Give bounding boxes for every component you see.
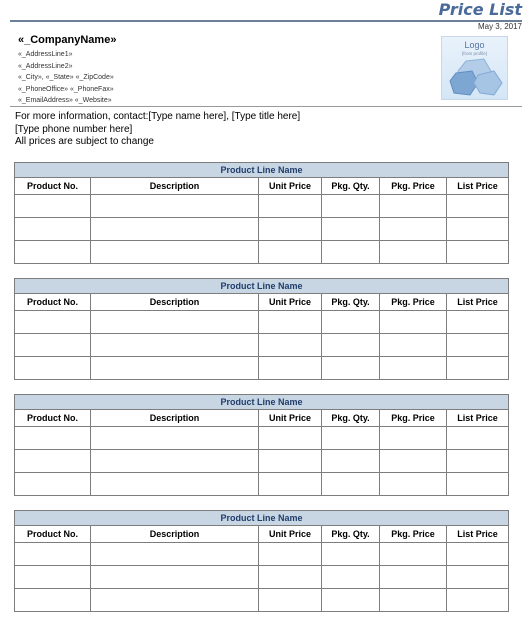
price-table-4 (14, 510, 509, 612)
table-cell[interactable] (259, 427, 322, 450)
table-cell[interactable] (380, 218, 447, 241)
table-cell[interactable] (447, 450, 509, 473)
table-cell[interactable] (91, 311, 259, 334)
table-cell[interactable] (322, 427, 380, 450)
table-cell[interactable] (15, 357, 91, 380)
product-line-name[interactable]: Product Line Name (15, 511, 509, 526)
table-cell[interactable] (447, 311, 509, 334)
table-cell[interactable] (91, 427, 259, 450)
col-description: Description (91, 294, 259, 311)
contact-line: For more information, contact:[Type name here], [Type title here] (15, 111, 301, 122)
table-cell[interactable] (380, 427, 447, 450)
col-pkg-qty: Pkg. Qty. (322, 294, 380, 311)
phone-line: [Type phone number here] (15, 123, 133, 135)
table-row (15, 427, 509, 450)
table-cell[interactable] (380, 543, 447, 566)
col-list-price: List Price (447, 294, 509, 311)
col-description: Description (91, 178, 259, 195)
table-cell[interactable] (91, 334, 259, 357)
logo-sublabel: (from profile) (461, 51, 488, 56)
logo-placeholder[interactable] (441, 36, 508, 100)
company-name: «_CompanyName» (18, 34, 117, 46)
col-product-no: Product No. (15, 410, 91, 427)
table-cell[interactable] (259, 334, 322, 357)
table-cell[interactable] (322, 334, 380, 357)
col-product-no: Product No. (15, 526, 91, 543)
col-pkg-qty: Pkg. Qty. (322, 178, 380, 195)
table-row (15, 241, 509, 264)
table-row (15, 450, 509, 473)
col-pkg-price: Pkg. Price (380, 526, 447, 543)
table-cell[interactable] (322, 195, 380, 218)
page-title: Price List (438, 0, 522, 19)
document-date: May 3, 2017 (477, 22, 522, 31)
table-cell[interactable] (322, 473, 380, 496)
col-unit-price: Unit Price (259, 526, 322, 543)
col-pkg-price: Pkg. Price (380, 294, 447, 311)
table-cell[interactable] (259, 241, 322, 264)
table-cell[interactable] (259, 450, 322, 473)
table-cell[interactable] (91, 357, 259, 380)
table-cell[interactable] (322, 241, 380, 264)
table-cell[interactable] (380, 311, 447, 334)
col-pkg-price: Pkg. Price (380, 410, 447, 427)
table-cell[interactable] (259, 473, 322, 496)
table-cell[interactable] (447, 427, 509, 450)
table-cell[interactable] (380, 473, 447, 496)
table-cell[interactable] (380, 357, 447, 380)
title-divider (10, 20, 522, 22)
company-info (18, 34, 116, 107)
table-row (15, 566, 509, 589)
city-state-zip: «_City», «_State» «_ZipCode» (18, 74, 114, 81)
table-cell[interactable] (91, 566, 259, 589)
table-cell[interactable] (91, 543, 259, 566)
contact-info (15, 111, 300, 149)
table-cell[interactable] (322, 311, 380, 334)
table-cell[interactable] (91, 195, 259, 218)
table-cell[interactable] (447, 589, 509, 612)
table-cell[interactable] (259, 357, 322, 380)
col-description: Description (91, 410, 259, 427)
table-row (15, 357, 509, 380)
table-cell[interactable] (15, 589, 91, 612)
table-cell[interactable] (259, 589, 322, 612)
table-cell[interactable] (259, 566, 322, 589)
table-cell[interactable] (15, 334, 91, 357)
col-product-no: Product No. (15, 294, 91, 311)
col-unit-price: Unit Price (259, 294, 322, 311)
address-line-2: «_AddressLine2» (18, 62, 73, 70)
table-cell[interactable] (447, 357, 509, 380)
table-cell[interactable] (15, 450, 91, 473)
col-pkg-price: Pkg. Price (380, 178, 447, 195)
table-cell[interactable] (15, 311, 91, 334)
table-row (15, 543, 509, 566)
table-cell[interactable] (447, 218, 509, 241)
table-cell[interactable] (380, 334, 447, 357)
logo-label: Logo (464, 40, 485, 50)
table-cell[interactable] (91, 589, 259, 612)
table-cell[interactable] (447, 543, 509, 566)
table-cell[interactable] (380, 589, 447, 612)
price-table-3 (14, 394, 509, 496)
email-website: «_EmailAddress» «_Website» (18, 97, 112, 104)
col-pkg-qty: Pkg. Qty. (322, 410, 380, 427)
col-list-price: List Price (447, 178, 509, 195)
table-cell[interactable] (15, 241, 91, 264)
table-row (15, 473, 509, 496)
table-cell[interactable] (259, 311, 322, 334)
col-pkg-qty: Pkg. Qty. (322, 526, 380, 543)
table-cell[interactable] (15, 427, 91, 450)
table-cell[interactable] (322, 218, 380, 241)
table-cell[interactable] (15, 195, 91, 218)
table-cell[interactable] (91, 241, 259, 264)
table-cell[interactable] (322, 589, 380, 612)
table-cell[interactable] (322, 566, 380, 589)
phone-fax: «_PhoneOffice» «_PhoneFax» (18, 85, 114, 93)
product-line-name[interactable]: Product Line Name (15, 163, 509, 178)
table-row (15, 334, 509, 357)
product-line-name[interactable]: Product Line Name (15, 395, 509, 410)
col-list-price: List Price (447, 526, 509, 543)
table-cell[interactable] (322, 543, 380, 566)
table-cell[interactable] (15, 473, 91, 496)
col-list-price: List Price (447, 410, 509, 427)
col-description: Description (91, 526, 259, 543)
price-notice: All prices are subject to change (15, 136, 154, 147)
table-row (15, 218, 509, 241)
price-table-1 (14, 162, 509, 264)
table-cell[interactable] (447, 334, 509, 357)
table-cell[interactable] (447, 241, 509, 264)
table-cell[interactable] (322, 450, 380, 473)
table-row (15, 589, 509, 612)
table-cell[interactable] (447, 195, 509, 218)
col-unit-price: Unit Price (259, 178, 322, 195)
table-cell[interactable] (15, 543, 91, 566)
table-row (15, 311, 509, 334)
table-cell[interactable] (259, 543, 322, 566)
table-cell[interactable] (380, 195, 447, 218)
table-cell[interactable] (15, 566, 91, 589)
table-cell[interactable] (259, 195, 322, 218)
logo-pentagon-icon (448, 57, 504, 99)
address-line-1: «_AddressLine1» (18, 51, 73, 58)
col-unit-price: Unit Price (259, 410, 322, 427)
table-cell[interactable] (380, 241, 447, 264)
table-cell[interactable] (322, 357, 380, 380)
info-divider (10, 106, 522, 107)
table-row (15, 195, 509, 218)
price-table-2 (14, 278, 509, 380)
table-cell[interactable] (91, 473, 259, 496)
col-product-no: Product No. (15, 178, 91, 195)
table-cell[interactable] (380, 566, 447, 589)
table-cell[interactable] (15, 218, 91, 241)
table-cell[interactable] (380, 450, 447, 473)
table-cell[interactable] (447, 473, 509, 496)
table-cell[interactable] (259, 218, 322, 241)
table-cell[interactable] (91, 218, 259, 241)
table-cell[interactable] (91, 450, 259, 473)
table-cell[interactable] (447, 566, 509, 589)
product-line-name[interactable]: Product Line Name (15, 279, 509, 294)
